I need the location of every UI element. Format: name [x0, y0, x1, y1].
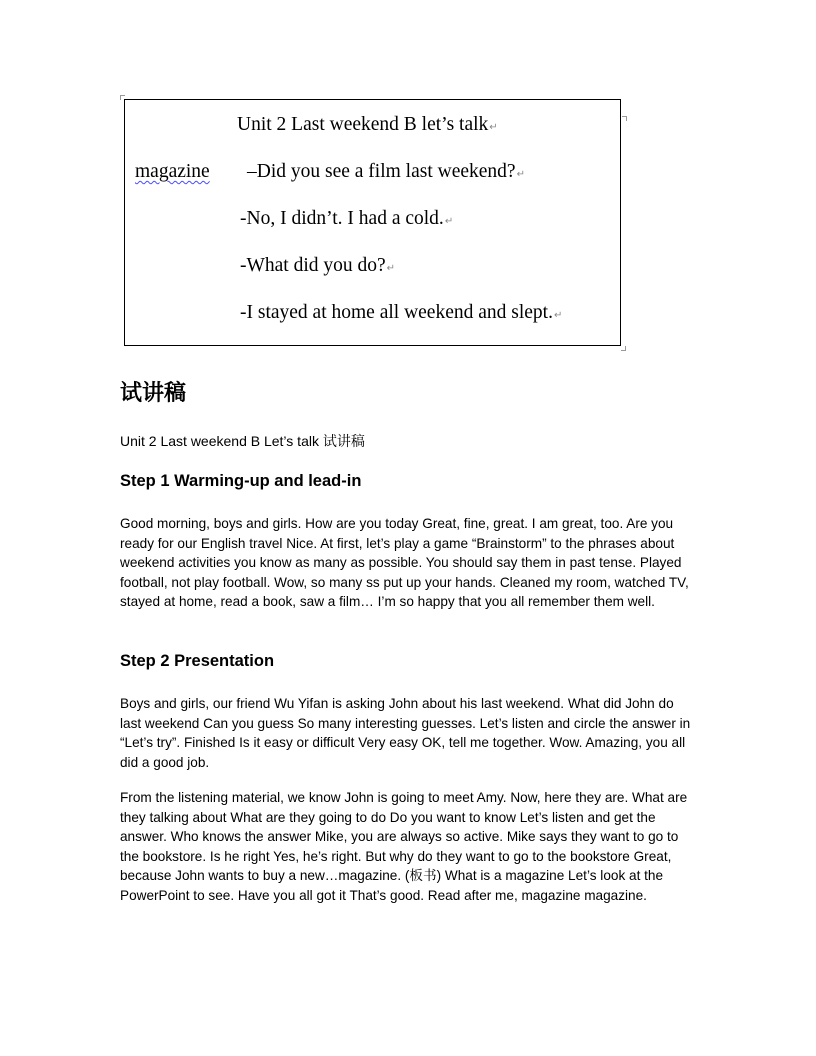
side-word-line	[135, 161, 210, 183]
dialogue-box	[124, 99, 621, 346]
document-subtitle: Unit 2 Last weekend B Let’s talk 试讲稿	[120, 433, 365, 449]
step-2-paragraph-1: Boys and girls, our friend Wu Yifan is asking John about his last weekend. What did John do last weekend Can you guess So many interesting guesses. Let’s listen and circle the answer in “Let’s try”. Finished Is it easy or difficult Very easy OK, tell me together. Wow. Amazing, you all did a good job.	[120, 696, 691, 770]
paragraph-mark: ↵	[516, 169, 525, 180]
dialogue-line-3	[240, 255, 395, 277]
dialogue-line-text: -No, I didn’t. I had a cold.	[240, 208, 444, 229]
side-word-magazine: magazine	[135, 161, 210, 182]
paragraph-mark: ↵	[444, 216, 454, 227]
dialogue-line-text: -What did you do?	[240, 255, 386, 276]
paragraph-mark: ↵	[553, 310, 563, 321]
dialogue-line-4	[240, 302, 562, 324]
dialogue-line-1	[247, 161, 525, 183]
dialogue-line-2	[240, 208, 453, 230]
step-1-heading: Step 1 Warming-up and lead-in	[120, 472, 362, 490]
corner-mark-bottom-right	[621, 346, 626, 351]
step-2-paragraph-2: From the listening material, we know John is going to meet Amy. Now, here they are. What are they talking about What are they going to do Do you want to know Let’s listen and get the answer. Who knows the answer Mike, you are always so active. Mike says they want to go to the bookstore. Is he right Yes, he’s right. But why do they want to go to the bookstore Great, because John wants to buy a new…magazine. (板书) What is a magazine Let’s look at the PowerPoint to see. Have you all got it That’s good. Read after me, magazine magazine.	[120, 790, 688, 903]
dialogue-title-line	[237, 114, 498, 136]
paragraph-mark: ↵	[489, 122, 498, 133]
step-2-heading: Step 2 Presentation	[120, 652, 275, 670]
corner-mark-top-right	[622, 116, 627, 121]
document-title: 试讲稿	[120, 381, 187, 406]
dialogue-line-text: -I stayed at home all weekend and slept.	[240, 302, 553, 323]
dialogue-line-text: –Did you see a film last weekend?	[247, 161, 516, 182]
dialogue-title: Unit 2 Last weekend B let’s talk	[237, 114, 489, 135]
step-1-paragraph: Good morning, boys and girls. How are you today Great, fine, great. I am great, too. Are you ready for our English travel Nice. At first, let’s play a game “Brainstorm” to the phrases about weekend activities you know as many as possible. You should say them in past tense. Played football, not play football. Wow, so many ss put up your hands. Cleaned my room, watched TV, stayed at home, read a book, saw a film… I’m so happy that you all remember them well.	[120, 516, 689, 610]
paragraph-mark: ↵	[386, 263, 396, 274]
